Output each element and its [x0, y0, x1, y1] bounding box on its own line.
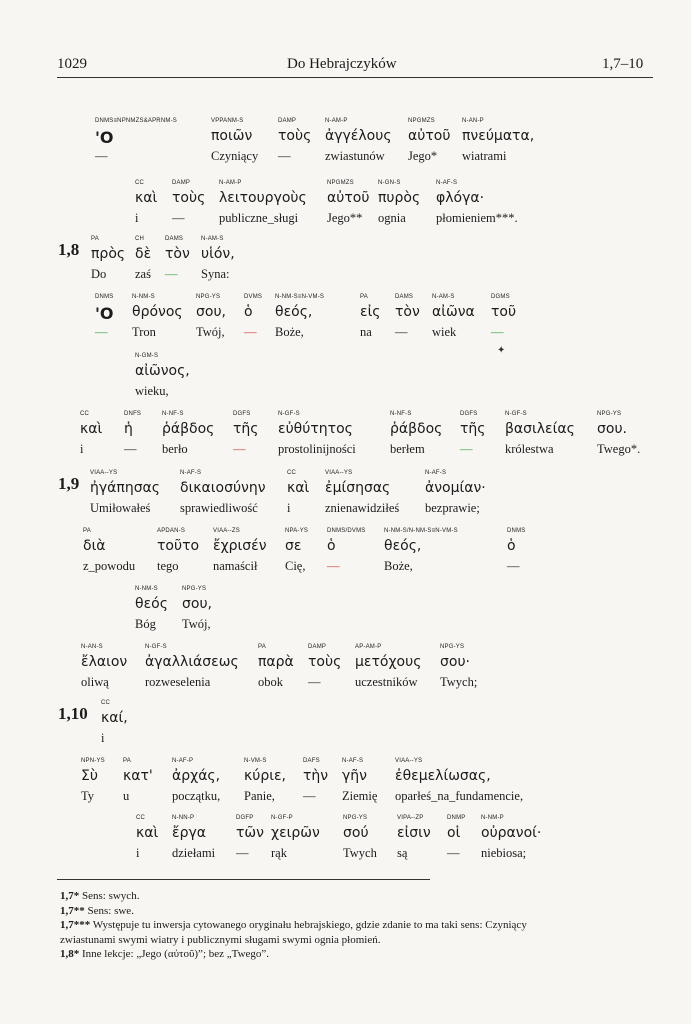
- greek-word: αἰῶνος,: [135, 363, 190, 379]
- grammar-code: NPN-YS: [81, 758, 105, 764]
- verse-number: 1,10: [58, 704, 88, 723]
- polish-gloss: —: [303, 789, 316, 803]
- polish-gloss: Do: [91, 267, 107, 281]
- grammar-code: N-AM-P: [219, 180, 242, 186]
- polish-gloss: tego: [157, 559, 179, 573]
- grammar-code: N-NM-S: [135, 586, 158, 592]
- polish-gloss: u: [123, 789, 130, 803]
- polish-gloss: i: [135, 211, 139, 225]
- polish-gloss: —: [244, 325, 257, 339]
- polish-gloss: —: [447, 846, 460, 860]
- grammar-code: PA: [91, 236, 99, 242]
- grammar-code: CC: [101, 700, 111, 706]
- greek-word: φλόγα·: [436, 190, 485, 206]
- polish-gloss: wiek: [432, 325, 457, 339]
- grammar-code: NPG-YS: [597, 411, 622, 417]
- polish-gloss: Jego**: [327, 211, 363, 225]
- greek-word: τοῦ: [491, 304, 517, 320]
- greek-word: εὐθύτητος: [278, 421, 353, 437]
- greek-word: πυρὸς: [378, 190, 421, 206]
- polish-gloss: płomieniem***.: [436, 211, 518, 225]
- polish-gloss: na: [360, 325, 372, 339]
- grammar-code: N-GF-S: [278, 411, 300, 417]
- grammar-code: DAMP: [308, 644, 327, 650]
- grammar-code: N-AF-S: [425, 470, 447, 476]
- grammar-code: N-NF-S: [390, 411, 412, 417]
- footnote-line: [60, 889, 139, 903]
- footnote-ref: 1,7***: [60, 919, 91, 931]
- polish-gloss: bezprawie;: [425, 501, 480, 515]
- grammar-code: N-NM-P: [481, 815, 504, 821]
- polish-gloss: —: [165, 267, 178, 281]
- polish-gloss: —: [308, 675, 321, 689]
- polish-gloss: sprawiedliwość: [180, 501, 258, 515]
- greek-word: ἔλαιον: [81, 654, 128, 670]
- grammar-code: PA: [83, 528, 91, 534]
- greek-word: τῆς: [460, 421, 486, 437]
- polish-gloss: —: [460, 442, 473, 456]
- polish-gloss: —: [395, 325, 408, 339]
- grammar-code: PA: [360, 294, 368, 300]
- grammar-code: N-AM-P: [325, 118, 348, 124]
- grammar-code: NPGMZS: [327, 180, 354, 186]
- greek-word: διὰ: [83, 538, 106, 554]
- greek-word: οὐρανοί·: [481, 825, 542, 841]
- footnote-text: Sens: swych.: [79, 890, 140, 902]
- greek-word: τῆς: [233, 421, 259, 437]
- grammar-code: N-NF-S: [162, 411, 184, 417]
- grammar-code: N-GN-S: [378, 180, 401, 186]
- polish-gloss: publiczne_sługi: [219, 211, 299, 225]
- polish-gloss: —: [95, 149, 108, 163]
- polish-gloss: i: [136, 846, 140, 860]
- polish-gloss: —: [236, 846, 249, 860]
- footnote-rule: [57, 879, 430, 880]
- greek-word: βασιλείας: [505, 421, 575, 437]
- polish-gloss: Bóg: [135, 617, 156, 631]
- greek-word: καί,: [101, 710, 128, 726]
- book-title: Do Hebrajczyków: [287, 56, 397, 72]
- grammar-code: PA: [258, 644, 266, 650]
- polish-gloss: berło: [162, 442, 188, 456]
- grammar-code: DNMS/DVMS: [327, 528, 366, 534]
- greek-word: ὁ: [244, 304, 253, 320]
- polish-gloss: —: [327, 559, 340, 573]
- greek-word: θρόνος: [132, 304, 183, 320]
- grammar-code: CC: [80, 411, 90, 417]
- greek-word: καὶ: [287, 480, 310, 496]
- greek-word: θεός,: [275, 304, 313, 320]
- grammar-code: N-GF-S: [145, 644, 167, 650]
- polish-gloss: i: [80, 442, 84, 456]
- greek-word: τοὺς: [278, 128, 312, 144]
- greek-word: θεός: [135, 596, 168, 612]
- grammar-code: CC: [135, 180, 145, 186]
- polish-gloss: Boże,: [275, 325, 304, 339]
- polish-gloss: zaś: [135, 267, 151, 281]
- grammar-code: N-NN-P: [172, 815, 195, 821]
- greek-word: 'O: [95, 304, 114, 323]
- polish-gloss: wieku,: [135, 384, 169, 398]
- greek-word: πρὸς: [91, 246, 126, 262]
- grammar-code: N-AF-S: [342, 758, 364, 764]
- grammar-code: N-GM-S: [135, 353, 159, 359]
- grammar-code: N-AM-S: [201, 236, 224, 242]
- polish-gloss: Twój,: [182, 617, 211, 631]
- grammar-code: DNMS≡NPNMZS&APRNM-S: [95, 118, 177, 124]
- polish-gloss: i: [101, 731, 105, 745]
- polish-gloss: Cię,: [285, 559, 306, 573]
- polish-gloss: oliwą: [81, 675, 109, 689]
- footnote-ref: 1,7*: [60, 890, 80, 902]
- polish-gloss: zwiastunów: [325, 149, 385, 163]
- greek-word: ποιῶν: [211, 128, 253, 144]
- grammar-code: N-AF-S: [180, 470, 202, 476]
- polish-gloss: Tron: [132, 325, 156, 339]
- grammar-code: DAMS: [395, 294, 414, 300]
- grammar-code: DGFS: [460, 411, 478, 417]
- polish-gloss: Twych;: [440, 675, 478, 689]
- polish-gloss: Twój,: [196, 325, 225, 339]
- polish-gloss: —: [278, 149, 291, 163]
- grammar-code: DGMS: [491, 294, 510, 300]
- grammar-code: DAFS: [303, 758, 320, 764]
- verse-range: 1,7–10: [602, 56, 644, 72]
- polish-gloss: Jego*: [408, 149, 438, 163]
- polish-gloss: początku,: [172, 789, 221, 803]
- polish-gloss: Panie,: [244, 789, 275, 803]
- footnote-text: zwiastunami swymi wiatry i publicznymi sługami swymi ognia płomień.: [60, 933, 381, 946]
- grammar-code: NPA-YS: [285, 528, 309, 534]
- greek-word: σού: [343, 825, 369, 841]
- greek-word: ἀνομίαν·: [425, 480, 486, 496]
- polish-gloss: i: [287, 501, 291, 515]
- scan-mark: ✦: [497, 345, 506, 356]
- greek-word: σε: [285, 538, 302, 554]
- greek-word: ῥάβδος: [390, 421, 443, 437]
- grammar-code: CC: [136, 815, 146, 821]
- grammar-code: PA: [123, 758, 131, 764]
- polish-gloss: Ty: [81, 789, 95, 803]
- greek-word: υἱόν,: [201, 246, 235, 262]
- polish-gloss: —: [124, 442, 137, 456]
- grammar-code: N-NM-S≡N-VM-S: [275, 294, 325, 300]
- footnote-text: Występuje tu inwersja cytowanego oryginału hebrajskiego, gdzie zdanie to ma taki sens: Czyniący: [90, 919, 527, 931]
- grammar-code: AP-AM-P: [355, 644, 382, 650]
- greek-word: ἐθεμελίωσας,: [395, 768, 491, 784]
- grammar-code: N-GF-P: [271, 815, 293, 821]
- polish-gloss: królestwa: [505, 442, 554, 456]
- greek-word: χειρῶν: [271, 825, 320, 841]
- grammar-code: DAMP: [278, 118, 297, 124]
- greek-word: τοῦτο: [157, 538, 200, 554]
- grammar-code: N-AM-S: [432, 294, 455, 300]
- polish-gloss: Syna:: [201, 267, 230, 281]
- greek-word: αἰῶνα: [432, 304, 475, 320]
- polish-gloss: Twego*.: [597, 442, 641, 456]
- footnote-ref: 1,8*: [60, 948, 80, 960]
- polish-gloss: prostolinijności: [278, 442, 356, 456]
- verse-number: 1,9: [58, 474, 80, 493]
- grammar-code: N-VM-S: [244, 758, 267, 764]
- verse-number: 1,8: [58, 240, 80, 259]
- grammar-code: VPPANM-S: [211, 118, 244, 124]
- greek-word: οἱ: [447, 825, 461, 841]
- grammar-code: DNMS: [507, 528, 526, 534]
- polish-gloss: niebiosa;: [481, 846, 527, 860]
- polish-gloss: —: [507, 559, 520, 573]
- polish-gloss: obok: [258, 675, 283, 689]
- polish-gloss: wiatrami: [462, 149, 507, 163]
- polish-gloss: Twych: [343, 846, 377, 860]
- footnote-text: Inne lekcje: „Jego (αὐτοῦ)”; bez „Twego”.: [79, 948, 270, 960]
- greek-word: ἠγάπησας: [90, 480, 161, 496]
- polish-gloss: —: [95, 325, 108, 339]
- polish-gloss: —: [491, 325, 504, 339]
- grammar-code: DNMP: [447, 815, 466, 821]
- greek-word: ἀγαλλιάσεως: [145, 654, 239, 670]
- greek-word: σου.: [597, 421, 627, 437]
- grammar-code: N-AF-P: [172, 758, 194, 764]
- polish-gloss: rąk: [271, 846, 287, 860]
- grammar-code: NPG-YS: [182, 586, 207, 592]
- greek-word: σου·: [440, 654, 470, 670]
- greek-word: τὸν: [395, 304, 420, 320]
- greek-word: ῥάβδος: [162, 421, 215, 437]
- grammar-code: CH: [135, 236, 145, 242]
- grammar-code: VIAA--ZS: [213, 528, 240, 534]
- footnote-line: [60, 918, 527, 932]
- greek-word: αὐτοῦ: [327, 190, 370, 206]
- grammar-code: N-NM-S: [132, 294, 155, 300]
- greek-word: πνεύματα,: [462, 128, 535, 144]
- grammar-code: VIAA--YS: [90, 470, 118, 476]
- greek-word: τῶν: [236, 825, 264, 841]
- greek-word: μετόχους: [355, 654, 422, 670]
- footnote-line: [60, 933, 381, 947]
- header-rule: [57, 77, 653, 78]
- greek-word: ἀγγέλους: [325, 128, 392, 144]
- greek-word: τοὺς: [172, 190, 206, 206]
- greek-word: ὁ: [507, 538, 516, 554]
- greek-word: κύριε,: [244, 768, 286, 784]
- greek-word: τοὺς: [308, 654, 342, 670]
- polish-gloss: Umiłowałeś: [90, 501, 151, 515]
- page-number: 1029: [57, 56, 87, 72]
- grammar-code: APDAN-S: [157, 528, 186, 534]
- polish-gloss: —: [233, 442, 246, 456]
- polish-gloss: rozweselenia: [145, 675, 211, 689]
- greek-word: τὸν: [165, 246, 190, 262]
- polish-gloss: Boże,: [384, 559, 413, 573]
- footnote-line: [60, 947, 269, 961]
- grammar-code: N-AF-S: [436, 180, 458, 186]
- greek-word: τὴν: [303, 768, 329, 784]
- polish-gloss: są: [397, 846, 408, 860]
- polish-gloss: ognia: [378, 211, 406, 225]
- grammar-code: N-NM-S/N-NM-S≡N-VM-S: [384, 528, 458, 534]
- greek-word: σου,: [182, 596, 212, 612]
- greek-word: ὁ: [327, 538, 336, 554]
- greek-word: θεός,: [384, 538, 422, 554]
- grammar-code: DNMS: [95, 294, 114, 300]
- grammar-code: NPG-YS: [343, 815, 368, 821]
- grammar-code: N-AN-P: [462, 118, 484, 124]
- polish-gloss: dziełami: [172, 846, 216, 860]
- greek-word: εἰσιν: [397, 825, 431, 841]
- grammar-code: VIPA--ZP: [397, 815, 424, 821]
- grammar-code: DNFS: [124, 411, 142, 417]
- grammar-code: DAMS: [165, 236, 184, 242]
- polish-gloss: oparłeś_na_fundamencie,: [395, 789, 524, 803]
- polish-gloss: —: [172, 211, 185, 225]
- greek-word: ἔχρισέν: [213, 538, 267, 554]
- polish-gloss: namaścił: [213, 559, 258, 573]
- grammar-code: NPG-YS: [440, 644, 465, 650]
- greek-word: λειτουργοὺς: [219, 190, 307, 206]
- polish-gloss: Ziemię: [342, 789, 378, 803]
- greek-word: καὶ: [135, 190, 158, 206]
- grammar-code: CC: [287, 470, 297, 476]
- grammar-code: NPGMZS: [408, 118, 435, 124]
- greek-word: 'O: [95, 128, 114, 147]
- grammar-code: NPG-YS: [196, 294, 221, 300]
- greek-word: γῆν: [342, 768, 367, 784]
- grammar-code: DGFP: [236, 815, 254, 821]
- greek-word: ἔργα: [172, 825, 206, 841]
- polish-gloss: z_powodu: [83, 559, 136, 573]
- grammar-code: DVMS: [244, 294, 263, 300]
- greek-word: κατ': [123, 768, 153, 784]
- grammar-code: DAMP: [172, 180, 191, 186]
- grammar-code: DGFS: [233, 411, 251, 417]
- greek-word: δὲ: [135, 246, 152, 262]
- polish-gloss: uczestników: [355, 675, 418, 689]
- footnote-text: Sens: swe.: [84, 904, 134, 917]
- grammar-code: N-GF-S: [505, 411, 527, 417]
- grammar-code: VIAA--YS: [325, 470, 353, 476]
- greek-word: ἀρχάς,: [172, 768, 221, 784]
- greek-word: Σὺ: [81, 768, 98, 784]
- polish-gloss: Czyniący: [211, 149, 259, 163]
- greek-word: σου,: [196, 304, 226, 320]
- greek-word: δικαιοσύνην: [180, 480, 266, 496]
- footnote-ref: 1,7**: [60, 904, 85, 917]
- grammar-code: N-AN-S: [81, 644, 103, 650]
- greek-word: καὶ: [136, 825, 159, 841]
- greek-word: ἡ: [124, 421, 133, 437]
- polish-gloss: znienawidziłeś: [325, 501, 400, 515]
- grammar-code: VIAA--YS: [395, 758, 423, 764]
- polish-gloss: berłem: [390, 442, 425, 456]
- greek-word: καὶ: [80, 421, 103, 437]
- greek-word: παρὰ: [258, 654, 294, 670]
- footnote-line: [60, 904, 134, 918]
- greek-word: ἐμίσησας: [325, 480, 391, 496]
- greek-word: αὐτοῦ: [408, 128, 451, 144]
- greek-word: εἰς: [360, 304, 381, 320]
